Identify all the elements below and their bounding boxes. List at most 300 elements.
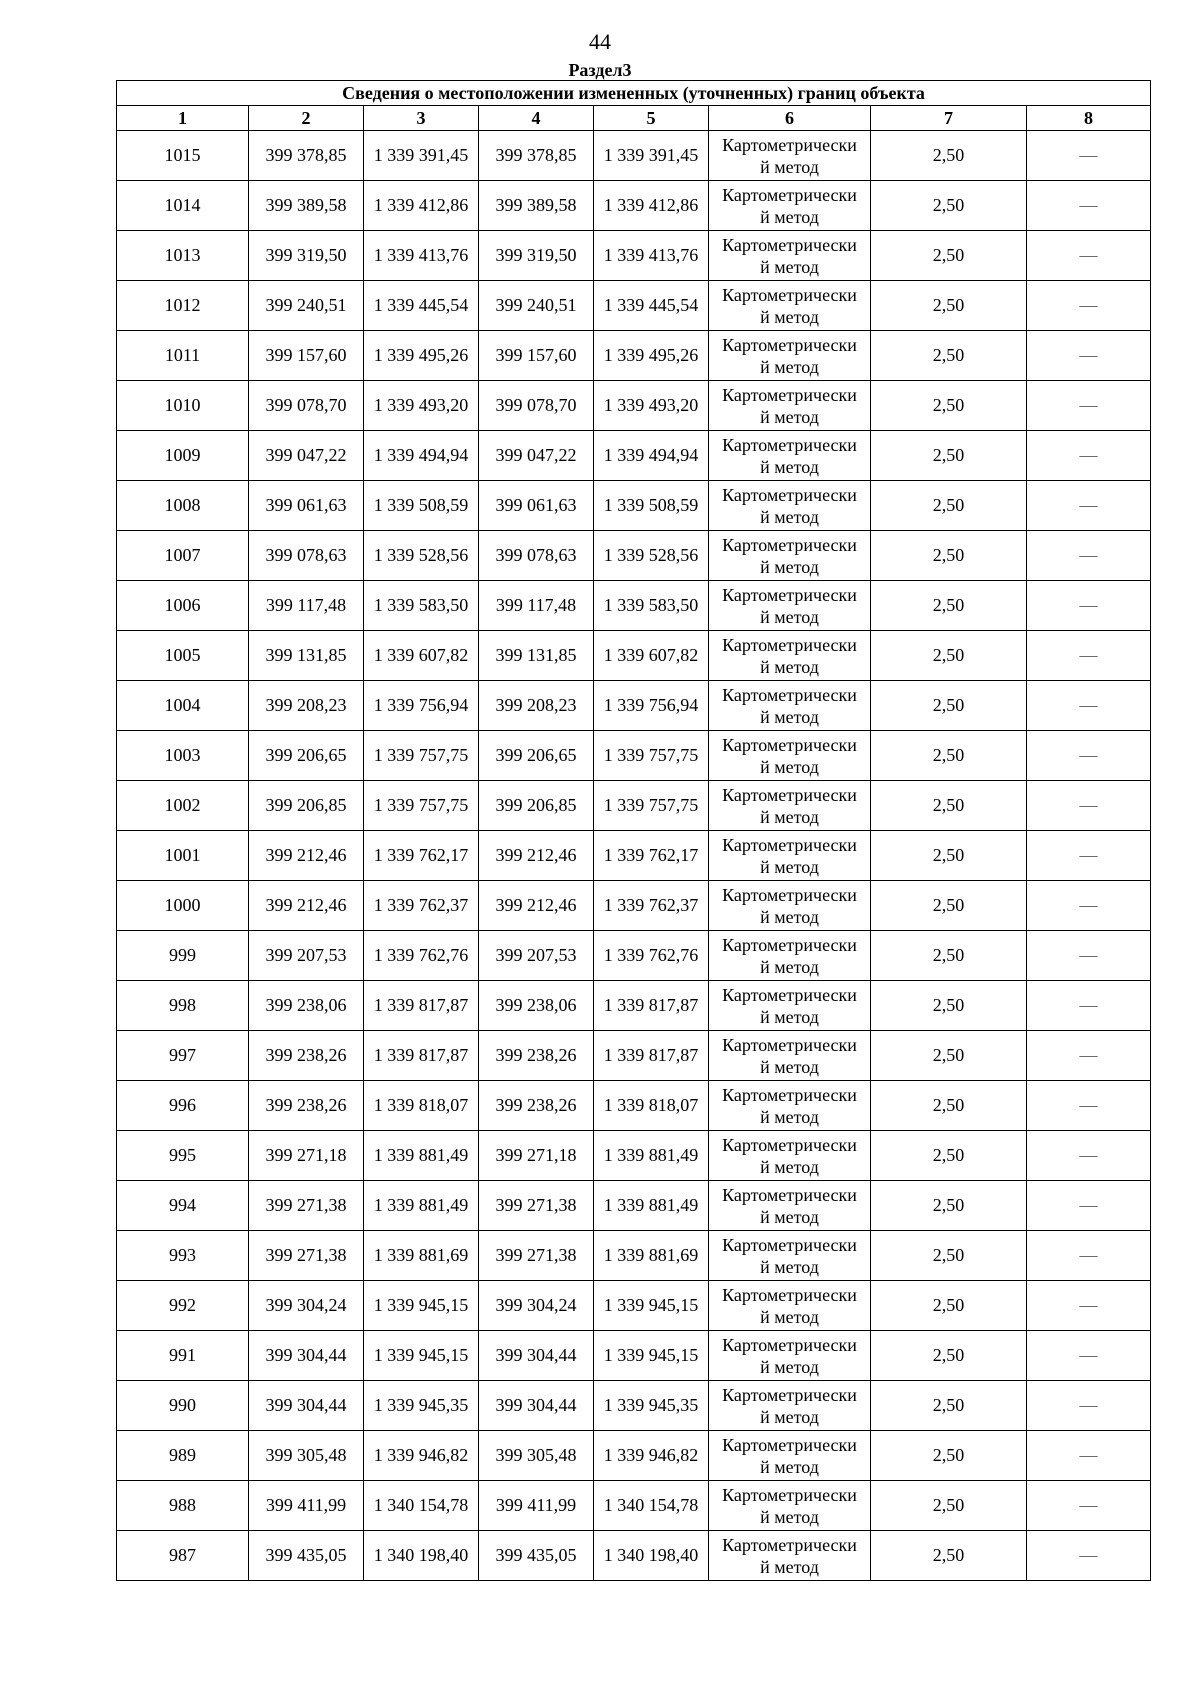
method-line-1: Картометрически [722, 984, 857, 1005]
cell-x-old: 399 078,63 [249, 531, 364, 581]
cell-y-new: 1 339 495,26 [594, 331, 709, 381]
cell-point: 1013 [117, 231, 249, 281]
method-line-2: й метод [760, 1306, 819, 1327]
table-row [117, 831, 1151, 881]
cell-method [709, 1081, 871, 1131]
cell-method [709, 1281, 871, 1331]
cell-accuracy: 2,50 [871, 381, 1027, 431]
method-line-1: Картометрически [722, 1234, 857, 1255]
table-row [117, 481, 1151, 531]
cell-x-old: 399 078,70 [249, 381, 364, 431]
table-row [117, 1481, 1151, 1531]
method-line-1: Картометрически [722, 284, 857, 305]
cell-note: — [1027, 1381, 1151, 1431]
cell-accuracy: 2,50 [871, 1031, 1027, 1081]
method-line-1: Картометрически [722, 184, 857, 205]
cell-accuracy: 2,50 [871, 431, 1027, 481]
cell-x-new: 399 305,48 [479, 1431, 594, 1481]
method-line-2: й метод [760, 656, 819, 677]
table-row [117, 1081, 1151, 1131]
cell-point: 994 [117, 1181, 249, 1231]
method-line-1: Картометрически [722, 884, 857, 905]
cell-y-new: 1 339 445,54 [594, 281, 709, 331]
cell-method [709, 781, 871, 831]
cell-accuracy: 2,50 [871, 231, 1027, 281]
cell-accuracy: 2,50 [871, 781, 1027, 831]
column-number: 5 [594, 106, 709, 131]
cell-accuracy: 2,50 [871, 1281, 1027, 1331]
cell-accuracy: 2,50 [871, 1481, 1027, 1531]
cell-x-old: 399 305,48 [249, 1431, 364, 1481]
cell-x-new: 399 131,85 [479, 631, 594, 681]
cell-point: 1008 [117, 481, 249, 531]
method-line-1: Картометрически [722, 234, 857, 255]
table-row [117, 531, 1151, 581]
cell-y-new: 1 340 154,78 [594, 1481, 709, 1531]
cell-method [709, 1381, 871, 1431]
cell-note: — [1027, 131, 1151, 181]
cell-y-new: 1 339 391,45 [594, 131, 709, 181]
cell-method [709, 531, 871, 581]
cell-x-old: 399 238,26 [249, 1081, 364, 1131]
cell-note: — [1027, 731, 1151, 781]
cell-note: — [1027, 681, 1151, 731]
method-line-1: Картометрически [722, 1484, 857, 1505]
cell-accuracy: 2,50 [871, 981, 1027, 1031]
cell-y-old: 1 339 528,56 [364, 531, 479, 581]
cell-x-old: 399 208,23 [249, 681, 364, 731]
cell-y-new: 1 339 817,87 [594, 981, 709, 1031]
cell-note: — [1027, 281, 1151, 331]
cell-method [709, 281, 871, 331]
table-row [117, 1181, 1151, 1231]
cell-y-new: 1 339 413,76 [594, 231, 709, 281]
cell-x-new: 399 238,26 [479, 1031, 594, 1081]
method-line-2: й метод [760, 556, 819, 577]
cell-y-new: 1 339 528,56 [594, 531, 709, 581]
cell-x-new: 399 206,65 [479, 731, 594, 781]
section-label: Раздел3 [568, 60, 632, 80]
table-row [117, 881, 1151, 931]
cell-accuracy: 2,50 [871, 831, 1027, 881]
cell-y-new: 1 339 945,15 [594, 1331, 709, 1381]
cell-method [709, 1531, 871, 1581]
method-line-2: й метод [760, 1056, 819, 1077]
cell-x-old: 399 378,85 [249, 131, 364, 181]
cell-x-new: 399 212,46 [479, 881, 594, 931]
cell-x-old: 399 212,46 [249, 831, 364, 881]
table-row [117, 781, 1151, 831]
cell-method [709, 731, 871, 781]
cell-x-new: 399 271,18 [479, 1131, 594, 1181]
method-line-2: й метод [760, 356, 819, 377]
cell-y-old: 1 339 881,69 [364, 1231, 479, 1281]
method-line-2: й метод [760, 506, 819, 527]
cell-x-new: 399 271,38 [479, 1231, 594, 1281]
cell-y-new: 1 339 817,87 [594, 1031, 709, 1081]
method-line-2: й метод [760, 1256, 819, 1277]
cell-point: 999 [117, 931, 249, 981]
table-row [117, 631, 1151, 681]
cell-method [709, 181, 871, 231]
table-title: Сведения о местоположении измененных (уточненных) границ объекта [117, 81, 1151, 106]
cell-x-new: 399 061,63 [479, 481, 594, 531]
cell-accuracy: 2,50 [871, 1331, 1027, 1381]
cell-x-new: 399 047,22 [479, 431, 594, 481]
cell-accuracy: 2,50 [871, 731, 1027, 781]
cell-point: 1005 [117, 631, 249, 681]
method-line-1: Картометрически [722, 934, 857, 955]
table-row [117, 231, 1151, 281]
cell-y-new: 1 339 881,49 [594, 1131, 709, 1181]
cell-y-old: 1 339 945,35 [364, 1381, 479, 1431]
cell-x-old: 399 117,48 [249, 581, 364, 631]
method-line-1: Картометрически [722, 734, 857, 755]
cell-note: — [1027, 431, 1151, 481]
method-line-2: й метод [760, 1106, 819, 1127]
method-line-2: й метод [760, 706, 819, 727]
column-number: 2 [249, 106, 364, 131]
method-line-2: й метод [760, 856, 819, 877]
method-line-1: Картометрически [722, 1284, 857, 1305]
table-row [117, 681, 1151, 731]
cell-y-old: 1 339 412,86 [364, 181, 479, 231]
cell-note: — [1027, 381, 1151, 431]
method-line-1: Картометрически [722, 1334, 857, 1355]
cell-point: 1006 [117, 581, 249, 631]
table-row [117, 131, 1151, 181]
cell-point: 998 [117, 981, 249, 1031]
cell-y-old: 1 339 607,82 [364, 631, 479, 681]
table-row [117, 381, 1151, 431]
cell-x-new: 399 078,63 [479, 531, 594, 581]
cell-y-old: 1 339 945,15 [364, 1331, 479, 1381]
method-line-2: й метод [760, 1506, 819, 1527]
cell-y-new: 1 340 198,40 [594, 1531, 709, 1581]
cell-x-new: 399 212,46 [479, 831, 594, 881]
cell-accuracy: 2,50 [871, 1131, 1027, 1181]
table-row [117, 1031, 1151, 1081]
cell-x-new: 399 411,99 [479, 1481, 594, 1531]
cell-x-new: 399 304,44 [479, 1381, 594, 1431]
cell-y-old: 1 339 762,17 [364, 831, 479, 881]
cell-point: 1012 [117, 281, 249, 331]
cell-note: — [1027, 781, 1151, 831]
cell-point: 1009 [117, 431, 249, 481]
cell-point: 995 [117, 1131, 249, 1181]
cell-point: 993 [117, 1231, 249, 1281]
cell-method [709, 1231, 871, 1281]
cell-point: 992 [117, 1281, 249, 1331]
method-line-1: Картометрически [722, 1034, 857, 1055]
cell-point: 1004 [117, 681, 249, 731]
cell-point: 1003 [117, 731, 249, 781]
cell-note: — [1027, 1081, 1151, 1131]
cell-point: 990 [117, 1381, 249, 1431]
column-number-row [117, 106, 1151, 131]
cell-accuracy: 2,50 [871, 1181, 1027, 1231]
method-line-1: Картометрически [722, 1384, 857, 1405]
cell-y-old: 1 339 756,94 [364, 681, 479, 731]
cell-point: 989 [117, 1431, 249, 1481]
cell-method [709, 331, 871, 381]
cell-x-old: 399 207,53 [249, 931, 364, 981]
cell-accuracy: 2,50 [871, 1081, 1027, 1131]
cell-x-old: 399 304,24 [249, 1281, 364, 1331]
table-body [117, 131, 1151, 1581]
cell-accuracy: 2,50 [871, 531, 1027, 581]
cell-accuracy: 2,50 [871, 581, 1027, 631]
cell-x-old: 399 271,38 [249, 1181, 364, 1231]
method-line-2: й метод [760, 1156, 819, 1177]
cell-note: — [1027, 881, 1151, 931]
cell-y-new: 1 339 762,17 [594, 831, 709, 881]
table-row [117, 931, 1151, 981]
cell-method [709, 681, 871, 731]
cell-note: — [1027, 581, 1151, 631]
cell-y-new: 1 339 946,82 [594, 1431, 709, 1481]
cell-note: — [1027, 1531, 1151, 1581]
cell-note: — [1027, 1431, 1151, 1481]
table-row [117, 981, 1151, 1031]
cell-x-old: 399 061,63 [249, 481, 364, 531]
cell-y-old: 1 339 583,50 [364, 581, 479, 631]
method-line-2: й метод [760, 606, 819, 627]
table-row [117, 181, 1151, 231]
cell-point: 1011 [117, 331, 249, 381]
method-line-1: Картометрически [722, 634, 857, 655]
column-number: 1 [117, 106, 249, 131]
cell-point: 1015 [117, 131, 249, 181]
cell-method [709, 1181, 871, 1231]
cell-x-new: 399 271,38 [479, 1181, 594, 1231]
method-line-2: й метод [760, 756, 819, 777]
table-row [117, 581, 1151, 631]
cell-point: 1007 [117, 531, 249, 581]
method-line-1: Картометрически [722, 134, 857, 155]
cell-note: — [1027, 1281, 1151, 1331]
cell-y-new: 1 339 508,59 [594, 481, 709, 531]
cell-accuracy: 2,50 [871, 881, 1027, 931]
cell-y-old: 1 339 817,87 [364, 981, 479, 1031]
method-line-2: й метод [760, 1206, 819, 1227]
cell-x-old: 399 304,44 [249, 1331, 364, 1381]
cell-accuracy: 2,50 [871, 131, 1027, 181]
cell-y-new: 1 339 762,76 [594, 931, 709, 981]
cell-point: 991 [117, 1331, 249, 1381]
table-row [117, 731, 1151, 781]
cell-x-new: 399 319,50 [479, 231, 594, 281]
cell-y-old: 1 340 198,40 [364, 1531, 479, 1581]
cell-x-new: 399 240,51 [479, 281, 594, 331]
cell-y-old: 1 339 757,75 [364, 731, 479, 781]
method-line-2: й метод [760, 1556, 819, 1577]
cell-point: 1010 [117, 381, 249, 431]
table-title-row [117, 81, 1151, 106]
method-line-1: Картометрически [722, 1134, 857, 1155]
method-line-2: й метод [760, 406, 819, 427]
cell-y-old: 1 339 818,07 [364, 1081, 479, 1131]
cell-note: — [1027, 481, 1151, 531]
cell-y-new: 1 339 756,94 [594, 681, 709, 731]
column-number: 6 [709, 106, 871, 131]
cell-method [709, 831, 871, 881]
cell-y-old: 1 339 762,76 [364, 931, 479, 981]
cell-accuracy: 2,50 [871, 681, 1027, 731]
cell-x-new: 399 208,23 [479, 681, 594, 731]
cell-y-new: 1 339 762,37 [594, 881, 709, 931]
cell-method [709, 881, 871, 931]
table-row [117, 1131, 1151, 1181]
cell-y-old: 1 339 946,82 [364, 1431, 479, 1481]
cell-y-old: 1 339 881,49 [364, 1131, 479, 1181]
cell-method [709, 1131, 871, 1181]
method-line-2: й метод [760, 1456, 819, 1477]
cell-accuracy: 2,50 [871, 1531, 1027, 1581]
cell-note: — [1027, 531, 1151, 581]
cell-y-new: 1 339 757,75 [594, 781, 709, 831]
cell-method [709, 231, 871, 281]
cell-method [709, 1331, 871, 1381]
cell-x-old: 399 212,46 [249, 881, 364, 931]
cell-point: 996 [117, 1081, 249, 1131]
method-line-1: Картометрически [722, 534, 857, 555]
cell-y-new: 1 339 583,50 [594, 581, 709, 631]
cell-x-old: 399 240,51 [249, 281, 364, 331]
method-line-1: Картометрически [722, 334, 857, 355]
cell-note: — [1027, 1231, 1151, 1281]
method-line-1: Картометрически [722, 1184, 857, 1205]
cell-x-new: 399 157,60 [479, 331, 594, 381]
cell-x-old: 399 157,60 [249, 331, 364, 381]
cell-y-old: 1 339 493,20 [364, 381, 479, 431]
column-number: 7 [871, 106, 1027, 131]
cell-note: — [1027, 1331, 1151, 1381]
method-line-1: Картометрически [722, 584, 857, 605]
cell-method [709, 1031, 871, 1081]
cell-x-new: 399 238,26 [479, 1081, 594, 1131]
cell-y-old: 1 339 817,87 [364, 1031, 479, 1081]
method-line-2: й метод [760, 156, 819, 177]
method-line-1: Картометрически [722, 1084, 857, 1105]
cell-x-old: 399 319,50 [249, 231, 364, 281]
cell-method [709, 581, 871, 631]
cell-method [709, 1431, 871, 1481]
method-line-2: й метод [760, 306, 819, 327]
cell-x-new: 399 435,05 [479, 1531, 594, 1581]
cell-y-new: 1 339 607,82 [594, 631, 709, 681]
cell-note: — [1027, 231, 1151, 281]
cell-point: 1000 [117, 881, 249, 931]
cell-x-new: 399 238,06 [479, 981, 594, 1031]
cell-x-new: 399 206,85 [479, 781, 594, 831]
table-row [117, 1431, 1151, 1481]
cell-note: — [1027, 631, 1151, 681]
cell-note: — [1027, 831, 1151, 881]
cell-note: — [1027, 331, 1151, 381]
method-line-1: Картометрически [722, 684, 857, 705]
cell-note: — [1027, 1181, 1151, 1231]
cell-method [709, 431, 871, 481]
cell-x-old: 399 389,58 [249, 181, 364, 231]
cell-x-old: 399 304,44 [249, 1381, 364, 1431]
cell-point: 1001 [117, 831, 249, 881]
cell-note: — [1027, 181, 1151, 231]
cell-y-old: 1 339 413,76 [364, 231, 479, 281]
cell-method [709, 981, 871, 1031]
method-line-2: й метод [760, 456, 819, 477]
method-line-1: Картометрически [722, 484, 857, 505]
cell-method [709, 631, 871, 681]
cell-x-old: 399 206,85 [249, 781, 364, 831]
cell-x-old: 399 047,22 [249, 431, 364, 481]
method-line-2: й метод [760, 956, 819, 977]
method-line-2: й метод [760, 1406, 819, 1427]
method-line-1: Картометрически [722, 1534, 857, 1555]
cell-x-new: 399 117,48 [479, 581, 594, 631]
method-line-1: Картометрически [722, 1434, 857, 1455]
cell-y-old: 1 339 495,26 [364, 331, 479, 381]
cell-note: — [1027, 1131, 1151, 1181]
cell-x-old: 399 131,85 [249, 631, 364, 681]
cell-x-new: 399 078,70 [479, 381, 594, 431]
cell-accuracy: 2,50 [871, 631, 1027, 681]
cell-x-old: 399 271,38 [249, 1231, 364, 1281]
method-line-2: й метод [760, 206, 819, 227]
cell-point: 997 [117, 1031, 249, 1081]
cell-y-new: 1 339 881,49 [594, 1181, 709, 1231]
table-row [117, 1331, 1151, 1381]
cell-y-old: 1 339 445,54 [364, 281, 479, 331]
cell-x-new: 399 389,58 [479, 181, 594, 231]
cell-accuracy: 2,50 [871, 931, 1027, 981]
column-number: 4 [479, 106, 594, 131]
cell-y-new: 1 339 945,35 [594, 1381, 709, 1431]
cell-note: — [1027, 981, 1151, 1031]
cell-x-old: 399 238,06 [249, 981, 364, 1031]
cell-point: 1002 [117, 781, 249, 831]
cell-x-old: 399 411,99 [249, 1481, 364, 1531]
table-row [117, 431, 1151, 481]
method-line-1: Картометрически [722, 384, 857, 405]
cell-y-new: 1 339 412,86 [594, 181, 709, 231]
cell-x-new: 399 304,44 [479, 1331, 594, 1381]
method-line-1: Картометрически [722, 434, 857, 455]
cell-note: — [1027, 1031, 1151, 1081]
cell-method [709, 381, 871, 431]
table-row [117, 1531, 1151, 1581]
cell-accuracy: 2,50 [871, 281, 1027, 331]
cell-y-old: 1 339 391,45 [364, 131, 479, 181]
cell-y-old: 1 339 508,59 [364, 481, 479, 531]
cell-point: 1014 [117, 181, 249, 231]
cell-accuracy: 2,50 [871, 181, 1027, 231]
method-line-2: й метод [760, 906, 819, 927]
cell-x-old: 399 238,26 [249, 1031, 364, 1081]
cell-point: 987 [117, 1531, 249, 1581]
cell-y-new: 1 339 945,15 [594, 1281, 709, 1331]
cell-y-new: 1 339 818,07 [594, 1081, 709, 1131]
cell-y-old: 1 339 494,94 [364, 431, 479, 481]
cell-note: — [1027, 931, 1151, 981]
page-number: 44 [589, 29, 611, 54]
table-row [117, 1281, 1151, 1331]
cell-y-old: 1 339 757,75 [364, 781, 479, 831]
cell-x-old: 399 435,05 [249, 1531, 364, 1581]
table-row [117, 1231, 1151, 1281]
cell-point: 988 [117, 1481, 249, 1531]
cell-x-new: 399 304,24 [479, 1281, 594, 1331]
